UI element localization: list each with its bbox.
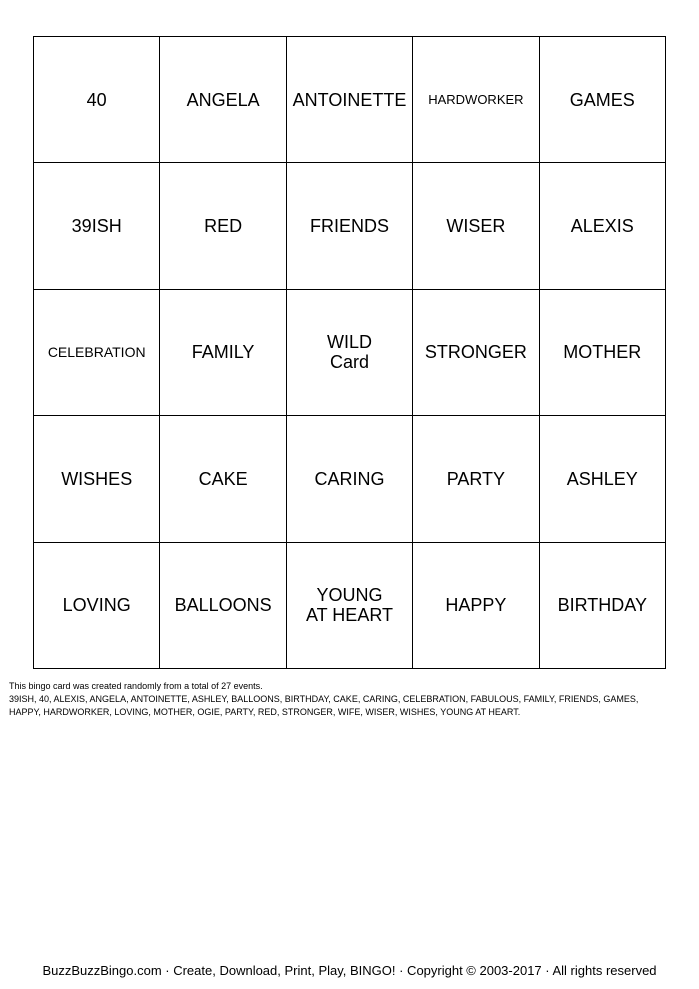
- bingo-cell: ANTOINETTE: [287, 37, 413, 163]
- bingo-cell: YOUNG AT HEART: [287, 543, 413, 669]
- bingo-cell: ASHLEY: [540, 416, 666, 542]
- bingo-cell: ALEXIS: [540, 163, 666, 289]
- note-line: HAPPY, HARDWORKER, LOVING, MOTHER, OGIE, PARTY, RED, STRONGER, WIFE, WISER, WISHES, YOUNG AT HEART.: [9, 707, 521, 717]
- bingo-cell: HARDWORKER: [413, 37, 539, 163]
- bingo-cell: FRIENDS: [287, 163, 413, 289]
- bingo-cell: RED: [160, 163, 286, 289]
- bingo-cell: CAKE: [160, 416, 286, 542]
- note-line: 39ISH, 40, ALEXIS, ANGELA, ANTOINETTE, ASHLEY, BALLOONS, BIRTHDAY, CAKE, CARING, CELEBRATION, FABULOUS, FAMILY, FRIENDS, GAMES,: [9, 694, 639, 704]
- bingo-cell: BALLOONS: [160, 543, 286, 669]
- bingo-cell: HAPPY: [413, 543, 539, 669]
- bingo-cell: PARTY: [413, 416, 539, 542]
- event-list-note: [9, 680, 689, 719]
- bingo-cell: WISHES: [34, 416, 160, 542]
- bingo-cell: STRONGER: [413, 290, 539, 416]
- bingo-cell: CARING: [287, 416, 413, 542]
- bingo-cell: MOTHER: [540, 290, 666, 416]
- copyright-footer: BuzzBuzzBingo.com · Create, Download, Print, Play, BINGO! · Copyright © 2003-2017 · All rights reserved: [42, 963, 657, 978]
- bingo-cell: 39ISH: [34, 163, 160, 289]
- bingo-cell: ANGELA: [160, 37, 286, 163]
- bingo-cell: BIRTHDAY: [540, 543, 666, 669]
- bingo-card-grid: [33, 36, 666, 669]
- note-line: This bingo card was created randomly from a total of 27 events.: [9, 681, 263, 691]
- bingo-cell: GAMES: [540, 37, 666, 163]
- wild-card-cell: WILD Card: [287, 290, 413, 416]
- bingo-cell: CELEBRATION: [34, 290, 160, 416]
- bingo-cell: FAMILY: [160, 290, 286, 416]
- bingo-cell: 40: [34, 37, 160, 163]
- bingo-cell: WISER: [413, 163, 539, 289]
- bingo-cell: LOVING: [34, 543, 160, 669]
